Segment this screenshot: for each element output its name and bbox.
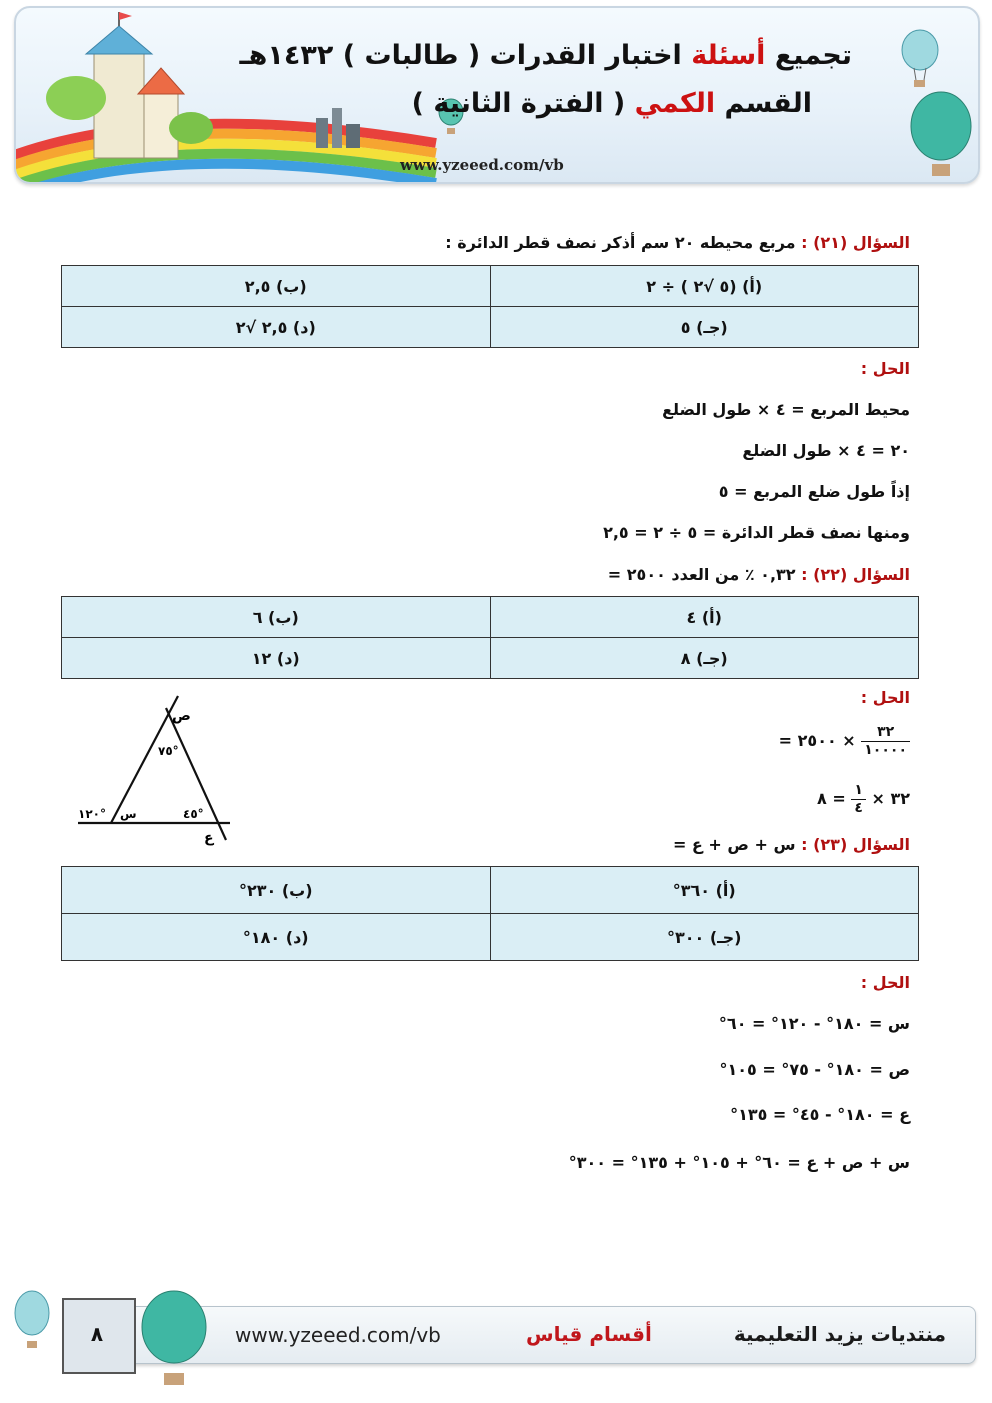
fraction-2-lead: ٣٢ ×	[871, 789, 910, 808]
page-number: ٨	[90, 1322, 104, 1346]
question-22-text: ٠,٣٢ ٪ من العدد ٢٥٠٠ =	[607, 565, 802, 584]
solution-21-line-2: ٢٠ = ٤ × طول الضلع	[742, 441, 910, 460]
left-vertex-label: س	[120, 807, 137, 821]
fraction-1-denominator: ١٠٠٠٠	[864, 742, 907, 758]
question-21-options	[61, 265, 919, 348]
option-a[interactable]: (أ) ٣٦٠°	[490, 867, 919, 914]
question-23-options	[61, 866, 919, 961]
solution-23-label: الحل :	[860, 973, 910, 992]
right-angle-label: ٤٥°	[183, 807, 204, 821]
fraction-2	[851, 782, 866, 817]
subtitle-part2: ( الفترة الثانية )	[411, 88, 635, 119]
option-b[interactable]: (ب) ٦	[62, 597, 491, 638]
subtitle-part1: القسم	[715, 88, 812, 119]
solution-21-line-1: محيط المربع = ٤ × طول الضلع	[662, 400, 910, 419]
title-highlight: أسئلة	[691, 40, 766, 71]
fraction-2-rest: = ٨	[817, 789, 852, 808]
fraction-1-rest: × ٢٥٠٠ =	[778, 731, 862, 750]
solution-23-line-4: س + ص + ع = ٦٠° + ١٠٥° + ١٣٥° = ٣٠٠°	[568, 1153, 910, 1172]
exterior-angle-label: ١٢٠°	[78, 807, 106, 821]
fraction-2-denominator: ٤	[854, 800, 863, 816]
question-23-label: السؤال (٢٣) :	[801, 835, 910, 854]
solution-21-line-4: ومنها نصف قطر الدائرة = ٥ ÷ ٢ = ٢,٥	[603, 523, 910, 542]
footer-url-link[interactable]: www.yzeeed.com/vb	[235, 1323, 441, 1347]
top-angle-label: ٧٥°	[158, 744, 179, 758]
left-side-line	[111, 696, 178, 823]
solution-22-label: الحل :	[860, 688, 910, 707]
question-23	[673, 835, 910, 854]
right-vertex-label: ع	[204, 830, 214, 846]
subtitle-highlight: الكمي	[634, 88, 716, 119]
solution-23-line-1: س = ١٨٠° - ١٢٠° = ٦٠°	[718, 1014, 910, 1033]
question-21-text: مربع محيطه ٢٠ سم أذكر نصف قطر الدائرة :	[445, 233, 802, 252]
top-vertex-label: ص	[172, 708, 191, 724]
fraction-1-numerator: ٣٢	[861, 724, 910, 742]
question-21-label: السؤال (٢١) :	[801, 233, 910, 252]
option-c[interactable]: (جـ) ٥	[490, 307, 919, 348]
solution-22-line-1	[779, 724, 910, 759]
option-a[interactable]: (أ) (٥ √٢ ) ÷ ٢	[490, 266, 919, 307]
question-23-text: س + ص + ع =	[672, 835, 802, 854]
footer-section-link[interactable]: أقسام قياس	[526, 1322, 652, 1346]
question-22-options	[61, 596, 919, 679]
fraction-1	[861, 724, 910, 759]
option-d[interactable]: (د) ١٢	[62, 638, 491, 679]
title-part2: اختبار القدرات ( طالبات ) ١٤٣٢هـ	[239, 40, 692, 71]
option-d[interactable]: (د) ٢,٥ √٢	[62, 307, 491, 348]
question-22-label: السؤال (٢٢) :	[801, 565, 910, 584]
solution-23-line-2: ص = ١٨٠° - ٧٥° = ١٠٥°	[719, 1060, 910, 1079]
solution-21-line-3: إذاً طول ضلع المربع = ٥	[718, 482, 910, 501]
option-a[interactable]: (أ) ٤	[490, 597, 919, 638]
header-url-link[interactable]: www.yzeeed.com/vb	[400, 156, 564, 174]
title-part1: تجميع	[765, 40, 852, 71]
solution-23-line-3: ع = ١٨٠° - ٤٥° = ١٣٥°	[730, 1105, 910, 1124]
option-c[interactable]: (جـ) ٨	[490, 638, 919, 679]
question-21	[445, 233, 910, 252]
question-22	[608, 565, 910, 584]
option-d[interactable]: (د) ١٨٠°	[62, 914, 491, 961]
footer-forum-name: منتديات يزيد التعليمية	[733, 1322, 946, 1346]
fraction-2-numerator: ١	[851, 782, 866, 800]
option-b[interactable]: (ب) ٢٣٠°	[62, 867, 491, 914]
page-subtitle	[412, 88, 812, 119]
page-title	[239, 40, 852, 71]
solution-22-line-2	[817, 782, 910, 817]
triangle-diagram	[70, 690, 240, 850]
option-b[interactable]: (ب) ٢,٥	[62, 266, 491, 307]
solution-21-label: الحل :	[860, 359, 910, 378]
option-c[interactable]: (جـ) ٣٠٠°	[490, 914, 919, 961]
